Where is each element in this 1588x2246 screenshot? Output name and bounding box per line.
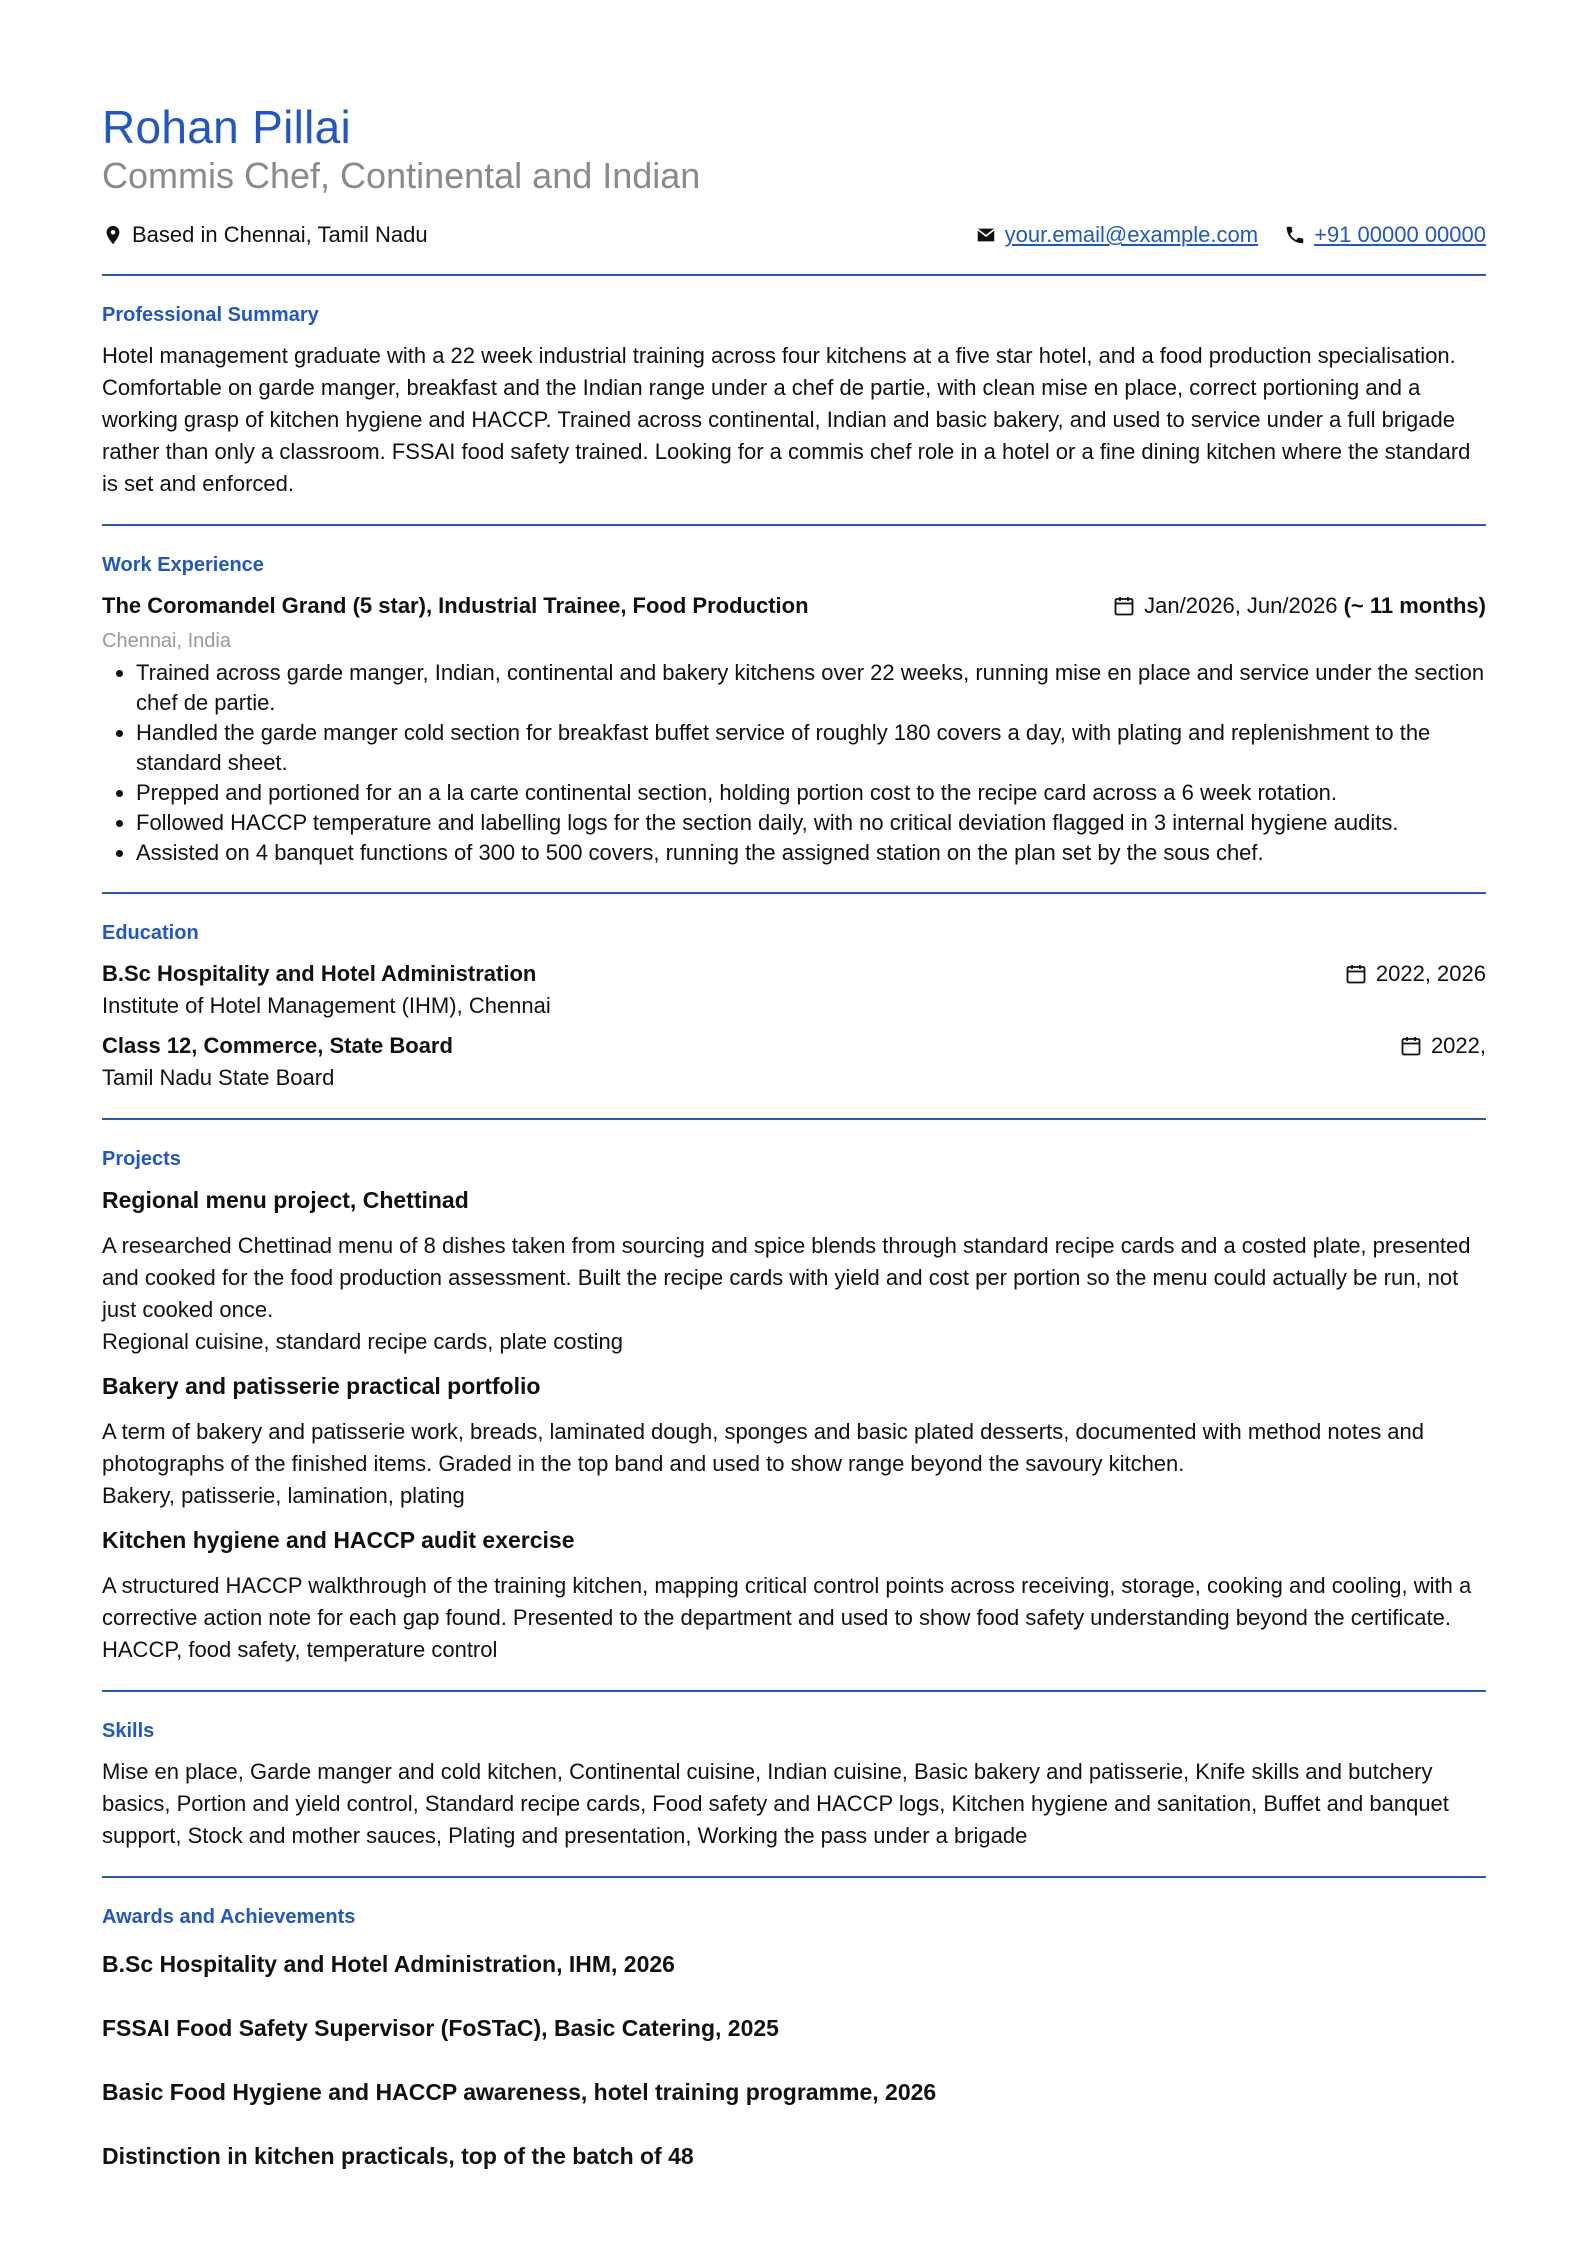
email-link[interactable]: your.email@example.com xyxy=(1004,222,1259,247)
list-item: • Followed HACCP temperature and labelling logs for the section daily, with no critical deviation flagged in 3 internal hygiene audits. xyxy=(136,808,1486,838)
candidate-title: Commis Chef, Continental and Indian xyxy=(102,155,701,196)
calendar-icon xyxy=(1399,1034,1423,1058)
project-description: A term of bakery and patisserie work, breads, laminated dough, sponges and basic plated desserts, documented with method notes and photographs of the finished items. Graded in the top band and used to show range beyond the savoury kitchen. xyxy=(102,1419,1425,1476)
education-date-range: 2022, 2026 xyxy=(1375,961,1486,986)
list-item: • Assisted on 4 banquet functions of 300 to 500 covers, running the assigned station on the plan set by the sous chef. xyxy=(136,838,1486,868)
skills-section xyxy=(102,1692,1486,1876)
section-heading-skills: Skills xyxy=(102,1720,155,1742)
phone-link[interactable]: +91 00000 00000 xyxy=(1314,222,1486,247)
list-item: • Trained across garde manger, Indian, continental and bakery kitchens over 22 weeks, running mise en place and service under the section chef de partie. xyxy=(136,658,1486,718)
experience-duration: (~ 11 months) xyxy=(1343,593,1486,618)
location-pin-icon xyxy=(102,224,124,246)
project-description: A researched Chettinad menu of 8 dishes taken from sourcing and spice blends through standard recipe cards and a costed plate, presented and cooked for the food production assessment. Built the recipe cards with yield and cost per portion so the menu could actually be run, not just cooked once. xyxy=(102,1233,1471,1322)
education-entry-header xyxy=(102,958,1486,990)
education-entry-header xyxy=(102,1030,1486,1062)
education-degree: Class 12, Commerce, State Board xyxy=(102,1033,453,1058)
contact-bar xyxy=(102,220,1486,250)
experience-entry-header xyxy=(102,590,1486,622)
education-section xyxy=(102,894,1486,1118)
section-heading-summary: Professional Summary xyxy=(102,304,319,326)
project-tags: Regional cuisine, standard recipe cards, plate costing xyxy=(102,1329,623,1354)
summary-section xyxy=(102,276,1486,524)
education-date-range: 2022, xyxy=(1430,1033,1486,1058)
education-degree: B.Sc Hospitality and Hotel Administration xyxy=(102,961,537,986)
education-institution: Tamil Nadu State Board xyxy=(102,1065,335,1090)
candidate-name: Rohan Pillai xyxy=(102,101,352,153)
phone-item xyxy=(1284,222,1486,248)
award-item: FSSAI Food Safety Supervisor (FoSTaC), Basic Catering, 2025 xyxy=(102,2015,779,2041)
resume-page xyxy=(102,100,1486,2228)
experience-date-range: Jan/2026, Jun/2026 xyxy=(1144,593,1338,618)
award-item: Distinction in kitchen practicals, top of the batch of 48 xyxy=(102,2143,694,2169)
project-tags: Bakery, patisserie, lamination, plating xyxy=(102,1483,465,1508)
section-heading-education: Education xyxy=(102,922,199,944)
project-title: Kitchen hygiene and HACCP audit exercise xyxy=(102,1527,575,1553)
section-heading-awards: Awards and Achievements xyxy=(102,1906,356,1928)
experience-bullets xyxy=(102,658,1486,868)
location-text: Based in Chennai, Tamil Nadu xyxy=(132,222,428,247)
project-tags: HACCP, food safety, temperature control xyxy=(102,1637,498,1662)
experience-section xyxy=(102,526,1486,892)
award-item: B.Sc Hospitality and Hotel Administration, IHM, 2026 xyxy=(102,1951,675,1977)
section-heading-experience: Work Experience xyxy=(102,554,264,576)
project-title: Bakery and patisserie practical portfolio xyxy=(102,1373,541,1399)
calendar-icon xyxy=(1112,594,1136,618)
experience-dates xyxy=(1112,590,1486,622)
calendar-icon xyxy=(1344,962,1368,986)
email-item xyxy=(975,222,1258,248)
award-item: Basic Food Hygiene and HACCP awareness, hotel training programme, 2026 xyxy=(102,2079,937,2105)
list-item: • Handled the garde manger cold section for breakfast buffet service of roughly 180 covers a day, with plating and replenishment to the standard sheet. xyxy=(136,718,1486,778)
skills-text: Mise en place, Garde manger and cold kitchen, Continental cuisine, Indian cuisine, Basic bakery and patisserie, Knife skills and butchery basics, Portion and yield control, Standard recipe cards, Food safety and HACCP logs, Kitchen hygiene and sanitation, Buffet and banquet support, Stock and mother sauces, Plating and presentation, Working the pass under a brigade xyxy=(102,1759,1449,1848)
list-item: • Prepped and portioned for an a la carte continental section, holding portion cost to the recipe card across a 6 week rotation. xyxy=(136,778,1486,808)
education-dates xyxy=(1399,1030,1486,1062)
education-dates xyxy=(1344,958,1486,990)
education-institution: Institute of Hotel Management (IHM), Chennai xyxy=(102,993,551,1018)
project-description: A structured HACCP walkthrough of the training kitchen, mapping critical control points across receiving, storage, cooking and cooling, with a corrective action note for each gap found. Presented to the department and used to show food safety understanding beyond the certificate. xyxy=(102,1573,1472,1630)
section-heading-projects: Projects xyxy=(102,1148,181,1170)
experience-title: The Coromandel Grand (5 star), Industrial Trainee, Food Production xyxy=(102,593,809,618)
project-title: Regional menu project, Chettinad xyxy=(102,1187,469,1213)
experience-location: Chennai, India xyxy=(102,630,231,652)
location-item xyxy=(102,222,428,248)
phone-icon xyxy=(1284,224,1306,246)
mail-icon xyxy=(975,224,997,246)
summary-text: Hotel management graduate with a 22 week industrial training across four kitchens at a five star hotel, and a food production specialisation. Comfortable on garde manger, breakfast and the Indian range under a chef de partie, with clean mise en place, correct portioning and a working grasp of kitchen hygiene and HACCP. Trained across continental, Indian and basic bakery, and used to service under a full brigade rather than only a classroom. FSSAI food safety trained. Looking for a commis chef role in a hotel or a fine dining kitchen where the standard is set and enforced. xyxy=(102,343,1471,496)
projects-section xyxy=(102,1120,1486,1690)
awards-section xyxy=(102,1878,1486,2228)
